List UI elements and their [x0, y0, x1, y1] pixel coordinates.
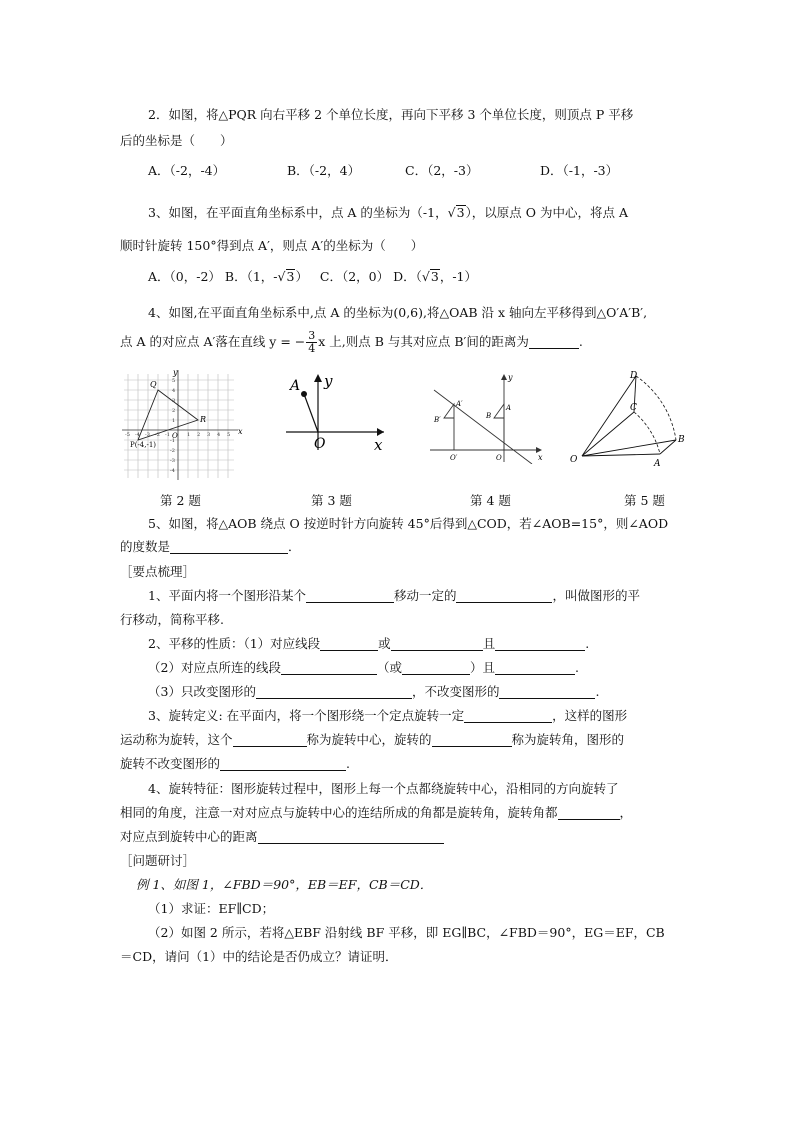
point-a [301, 391, 307, 397]
review-point-2-3: （3）只改变图形的 ，不改变图形的 . [148, 684, 600, 699]
sqrt-3: √3 [447, 205, 465, 220]
svg-text:2: 2 [172, 408, 176, 414]
caption-figure-3: 第 3 题 [311, 493, 352, 508]
q4-line1: 4、如图,在平面直角坐标系中,点 A 的坐标为(0,6),将△OAB 沿 x 轴向左平移得到△O′A′B′, [148, 305, 648, 320]
svg-text:1: 1 [172, 418, 176, 424]
review-point-2: 2、平移的性质：（1）对应线段 或 且 . [148, 636, 590, 651]
q3-option-a: A．（0，-2） [148, 269, 221, 284]
label-o1: O′ [450, 454, 458, 462]
svg-text:3: 3 [172, 398, 176, 404]
review-point-3: 3、旋转定义: 在平面内，将一个图形绕一个定点旋转一定 ，这样的图形 [148, 708, 628, 723]
svg-text:-3: -3 [170, 458, 175, 464]
review-point-1-cont: 行移动，简称平移. [120, 612, 224, 627]
review-point-3-end: 旋转不改变图形的 . [120, 756, 350, 771]
q5-line2: 的度数是 ． [120, 539, 301, 554]
example-1: 例 1、如图 1，∠FBD＝90°，EB＝EF，CB＝CD． [136, 877, 433, 892]
label-o: O [496, 454, 502, 462]
svg-text:3: 3 [207, 432, 211, 438]
label-a1: A′ [456, 400, 463, 408]
caption-figure-2: 第 2 题 [160, 493, 201, 508]
q3-option-c: C．（2，0） [319, 269, 390, 284]
label-b: B [486, 412, 492, 420]
q2-option-a: A．（-2，-4） [148, 163, 226, 178]
label-y: y [508, 373, 513, 382]
q4-line2: 点 A 的对应点 A′落在直线 y = − $\frac{3}{4}$ x 上,则点 B 与其对应点 B′间的距离为 . [120, 329, 583, 355]
q2-line1: 2．如图，将△PQR 向右平移 2 个单位长度，再向下平移 3 个单位长度，则顶点 P 平移 [148, 107, 634, 122]
label-o: O [172, 432, 178, 440]
svg-text:-1: -1 [170, 438, 175, 444]
label-a: A [654, 459, 661, 469]
study-heading: ［问题研讨］ [120, 853, 196, 868]
label-x: x [538, 453, 543, 462]
svg-text:-2: -2 [155, 432, 160, 438]
svg-text:-5: -5 [125, 432, 130, 438]
label-r: R [200, 415, 207, 424]
label-x: x [238, 427, 243, 436]
svg-text:5: 5 [172, 378, 176, 384]
svg-text:-1: -1 [165, 432, 170, 438]
label-o: O [314, 436, 326, 452]
figure-5-rotation [568, 370, 692, 470]
line-y-equals [434, 390, 532, 464]
svg-text:5: 5 [227, 432, 231, 438]
q3-options [148, 268, 477, 286]
svg-text:4: 4 [172, 388, 176, 394]
label-o: O [570, 455, 578, 465]
q2-option-b: B．（-2，4） [287, 163, 361, 178]
segment-oa [304, 394, 318, 432]
svg-text:2: 2 [197, 432, 201, 438]
q5-line1: 5、如图，将△AOB 绕点 O 按逆时针方向旋转 45°后得到△COD，若∠AOB=15°，则∠AOD [148, 516, 669, 531]
q3-line1: 3、如图，在平面直角坐标系中，点 A 的坐标为（-1，√3），以原点 O 为中心，将点 A [148, 205, 628, 220]
review-point-4-cont: 相同的角度，注意一对对应点与旋转中心的连结所成的角都是旋转角，旋转角都 ， [120, 805, 633, 820]
q3-option-b: B．（1，-√3） [224, 269, 308, 284]
caption-figure-4: 第 4 题 [470, 493, 511, 508]
example-1-part-1: （1）求证：EF∥CD； [148, 901, 275, 916]
label-a: A [290, 378, 301, 394]
svg-text:-3: -3 [145, 432, 150, 438]
review-point-4-end: 对应点到旋转中心的距离 [120, 828, 444, 846]
label-p: P(-4,-1) [130, 441, 157, 449]
label-c: C [630, 403, 637, 413]
caption-figure-5: 第 5 题 [624, 493, 665, 508]
label-q: Q [150, 380, 157, 389]
q2-option-d: D．（-1，-3） [540, 163, 619, 178]
q2-line2: 后的坐标是（ ） [120, 133, 233, 148]
figure-2-grid [118, 366, 246, 482]
example-1-part-2: （2）如图 2 所示，若将△EBF 沿射线 BF 平移，即 EG∥BC，∠FBD＝90°，EG＝EF，CB [148, 925, 665, 940]
svg-text:1: 1 [187, 432, 191, 438]
svg-text:-2: -2 [170, 448, 175, 454]
triangle-o1a1b1 [444, 404, 454, 450]
review-point-4: 4、旋转特征：图形旋转过程中，图形上每一个点都绕旋转中心，沿相同的方向旋转了 [148, 781, 619, 796]
review-heading: ［要点梳理］ [120, 564, 196, 579]
svg-text:-4: -4 [170, 468, 175, 474]
q3-line2: 顺时针旋转 150°得到点 A′，则点 A′的坐标为（ ） [120, 238, 424, 253]
label-b: B [678, 435, 685, 445]
figure-4-translation [428, 372, 544, 464]
review-point-1: 1、平面内将一个图形沿某个 移动一定的 ，叫做图形的平 [148, 588, 640, 603]
q2-option-c: C．（2，-3） [405, 163, 479, 178]
svg-text:-4: -4 [135, 432, 140, 438]
fraction: $\frac{3}{4}$ [308, 329, 316, 355]
label-b1: B′ [434, 416, 441, 424]
review-point-3-cont: 运动称为旋转，这个 称为旋转中心，旋转的 称为旋转角，图形的 [120, 732, 625, 747]
svg-text:4: 4 [217, 432, 221, 438]
review-point-2-2: （2）对应点所连的线段 （或 ）且 . [148, 660, 579, 675]
label-y: y [173, 368, 178, 377]
example-1-part-2-cont: ＝CD，请问（1）中的结论是否仍成立？请证明． [120, 949, 398, 964]
figure-3-rotation [282, 370, 390, 452]
label-y: y [324, 372, 333, 390]
label-x: x [374, 436, 383, 452]
label-d: D [630, 371, 638, 381]
q3-option-d: D．（√3，-1） [393, 269, 477, 284]
triangle-oab [494, 404, 504, 450]
label-a: A [506, 404, 512, 412]
